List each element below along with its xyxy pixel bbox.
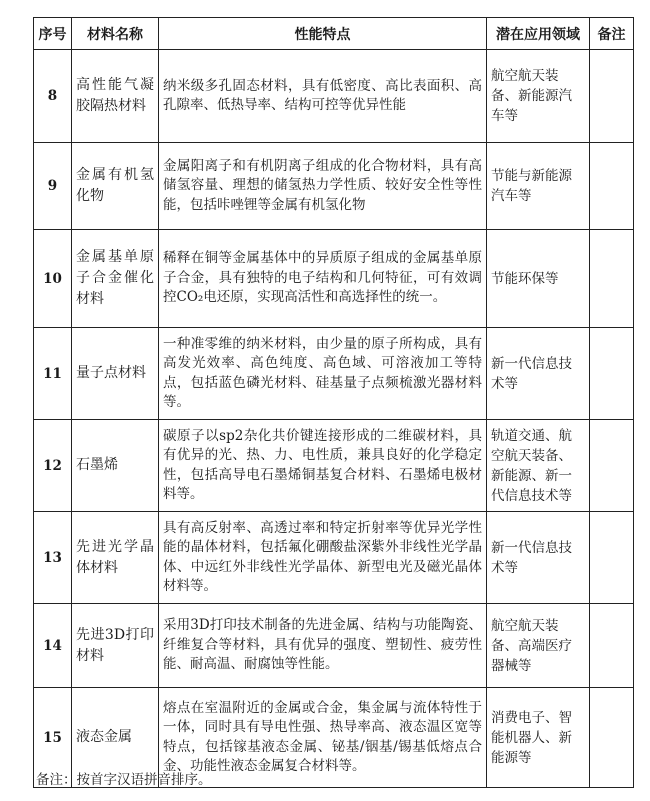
- row-properties: 纳米级多孔固态材料，具有低密度、高比表面积、高孔隙率、低热导率、结构可控等优异性能: [159, 50, 487, 143]
- row-notes: [590, 230, 634, 328]
- row-index: 15: [34, 688, 72, 788]
- row-notes: [590, 143, 634, 230]
- row-index: 11: [34, 328, 72, 420]
- row-applications: 航空航天装备、新能源汽车等: [487, 50, 590, 143]
- row-index: 8: [34, 50, 72, 143]
- row-properties: 稀释在铜等金属基体中的异质原子组成的金属基单原子合金，具有独特的电子结构和几何特征，可有效调控CO₂电还原，实现高活性和高选择性的统一。: [159, 230, 487, 328]
- table-row: [34, 420, 634, 512]
- table-row: [34, 50, 634, 143]
- row-applications: 新一代信息技术等: [487, 328, 590, 420]
- header-index: 序号: [34, 18, 72, 50]
- table-header-row: [34, 18, 634, 50]
- row-notes: [590, 420, 634, 512]
- row-notes: [590, 328, 634, 420]
- row-index: 10: [34, 230, 72, 328]
- materials-table: [33, 17, 634, 788]
- table-footnote: 备注：按首字汉语拼音排序。: [36, 772, 212, 788]
- row-properties: 熔点在室温附近的金属或合金，集金属与流体特性于一体，同时具有导电性强、热导率高、液态温区宽等特点，包括镓基液态金属、铋基/铟基/锡基低熔点合金、功能性液态金属复合材料等。: [159, 688, 487, 788]
- table-row: [34, 143, 634, 230]
- header-properties: 性能特点: [159, 18, 487, 50]
- row-material-name: 石墨烯: [72, 420, 159, 512]
- header-applications: 潜在应用领域: [487, 18, 590, 50]
- row-material-name: 金属基单原子合金催化材料: [72, 230, 159, 328]
- row-applications: 消费电子、智能机器人、新能源等: [487, 688, 590, 788]
- row-material-name: 高性能气凝胶隔热材料: [72, 50, 159, 143]
- table-row: [34, 604, 634, 688]
- row-applications: 新一代信息技术等: [487, 512, 590, 604]
- row-properties: 采用3D打印技术制备的先进金属、结构与功能陶瓷、纤维复合等材料，具有优异的强度、塑韧性、疲劳性能、耐高温、耐腐蚀等性能。: [159, 604, 487, 688]
- row-material-name: 先进3D打印材料: [72, 604, 159, 688]
- row-index: 13: [34, 512, 72, 604]
- row-index: 12: [34, 420, 72, 512]
- table-row: [34, 328, 634, 420]
- row-notes: [590, 604, 634, 688]
- header-material-name: 材料名称: [72, 18, 159, 50]
- header-notes: 备注: [590, 18, 634, 50]
- row-index: 14: [34, 604, 72, 688]
- table-row: [34, 512, 634, 604]
- row-properties: 碳原子以sp2杂化共价键连接形成的二维碳材料，具有优异的光、热、力、电性质，兼具良好的化学稳定性，包括高导电石墨烯铜基复合材料、石墨烯电极材料等。: [159, 420, 487, 512]
- row-material-name: 量子点材料: [72, 328, 159, 420]
- row-notes: [590, 50, 634, 143]
- row-properties: 金属阳离子和有机阴离子组成的化合物材料，具有高储氢容量、理想的储氢热力学性质、较好安全性等性能，包括咔唑锂等金属有机氢化物: [159, 143, 487, 230]
- row-material-name: 液态金属: [72, 688, 159, 788]
- row-applications: 轨道交通、航空航天装备、新能源、新一代信息技术等: [487, 420, 590, 512]
- row-applications: 节能环保等: [487, 230, 590, 328]
- row-properties: 具有高反射率、高透过率和特定折射率等优异光学性能的晶体材料，包括氟化硼酸盐深紫外非线性光学晶体、中远红外非线性光学晶体、新型电光及磁光晶体材料等。: [159, 512, 487, 604]
- row-applications: 节能与新能源汽车等: [487, 143, 590, 230]
- row-material-name: 先进光学晶体材料: [72, 512, 159, 604]
- row-notes: [590, 512, 634, 604]
- row-index: 9: [34, 143, 72, 230]
- table-row: [34, 230, 634, 328]
- row-properties: 一种准零维的纳米材料，由少量的原子所构成，具有高发光效率、高色纯度、高色域、可溶液加工等特点，包括蓝色磷光材料、硅基量子点频梳激光器材料等。: [159, 328, 487, 420]
- row-material-name: 金属有机氢化物: [72, 143, 159, 230]
- row-applications: 航空航天装备、高端医疗器械等: [487, 604, 590, 688]
- row-notes: [590, 688, 634, 788]
